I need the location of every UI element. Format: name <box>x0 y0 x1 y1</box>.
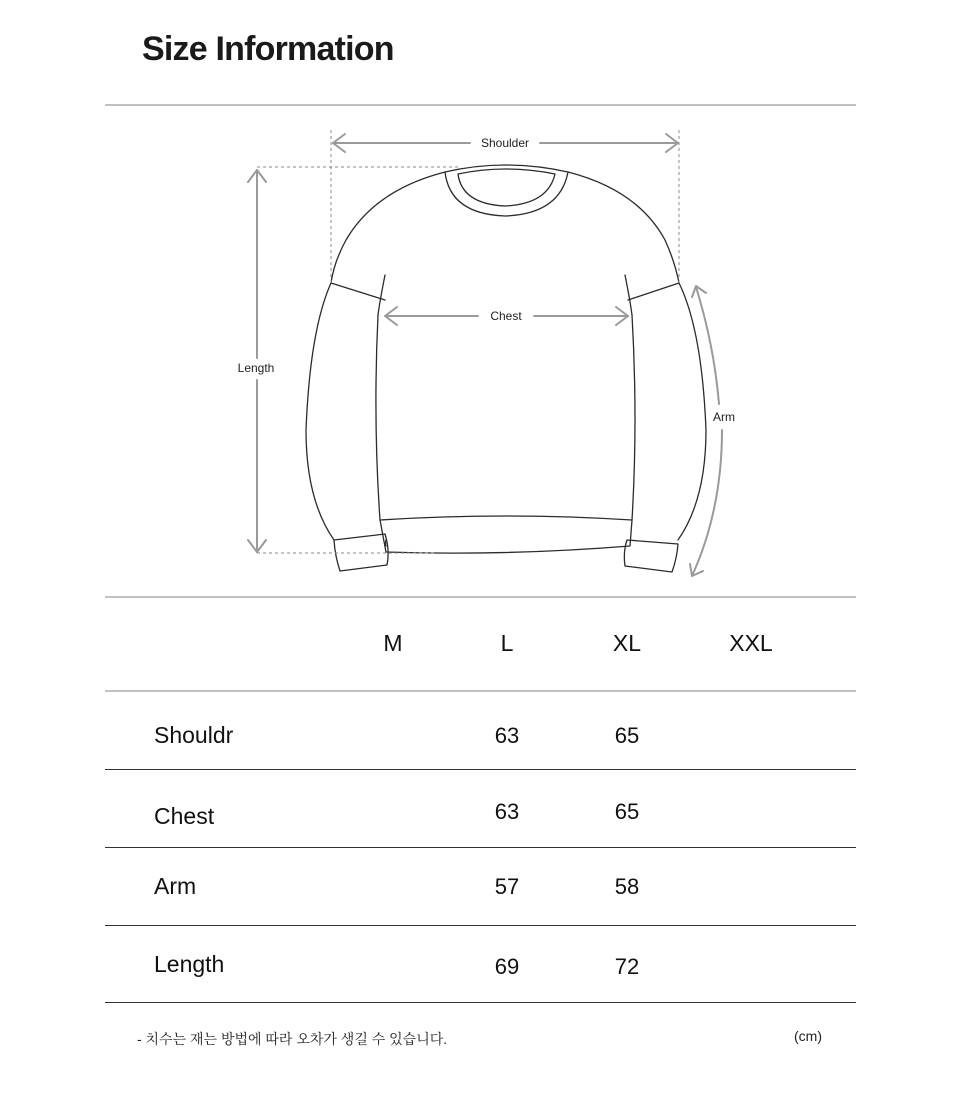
size-header-m: M <box>383 630 403 656</box>
cell-value: 58 <box>614 874 640 899</box>
divider-header <box>105 690 856 692</box>
row-label-length: Length <box>154 951 225 977</box>
sweatshirt-illustration <box>306 165 706 572</box>
row-divider <box>105 925 856 926</box>
chest-label: Chest <box>490 309 522 323</box>
body-upper <box>331 172 445 283</box>
row-label-shoulder: Shouldr <box>154 722 234 748</box>
row-label-chest: Chest <box>154 803 215 829</box>
cell-value: 65 <box>614 799 640 824</box>
divider-diagram <box>105 596 856 598</box>
cell-value: 57 <box>494 874 520 899</box>
size-header-xl: XL <box>612 630 642 656</box>
page-title: Size Information <box>142 30 394 68</box>
row-divider <box>105 769 856 770</box>
row-divider <box>105 1002 856 1003</box>
cell-value: 69 <box>494 954 520 979</box>
row-divider <box>105 847 856 848</box>
size-header-l: L <box>500 630 514 656</box>
length-label: Length <box>237 361 275 375</box>
cell-value: 72 <box>614 954 640 979</box>
cell-value: 63 <box>494 799 520 824</box>
arm-label: Arm <box>713 410 735 424</box>
right-sleeve <box>678 283 706 540</box>
unit-label: (cm) <box>794 1028 822 1044</box>
size-header-xxl: XXL <box>729 630 773 656</box>
sweatshirt-diagram <box>0 106 960 596</box>
left-sleeve <box>306 283 334 540</box>
shoulder-label: Shoulder <box>480 136 530 150</box>
waistband <box>380 516 632 553</box>
right-cuff <box>624 540 678 572</box>
row-label-arm: Arm <box>154 873 197 899</box>
cell-value: 65 <box>614 723 640 748</box>
arm-arrow <box>696 287 719 404</box>
cell-value: 63 <box>494 723 520 748</box>
measurement-note: - 치수는 재는 방법에 따라 오차가 생길 수 있습니다. <box>137 1031 448 1047</box>
